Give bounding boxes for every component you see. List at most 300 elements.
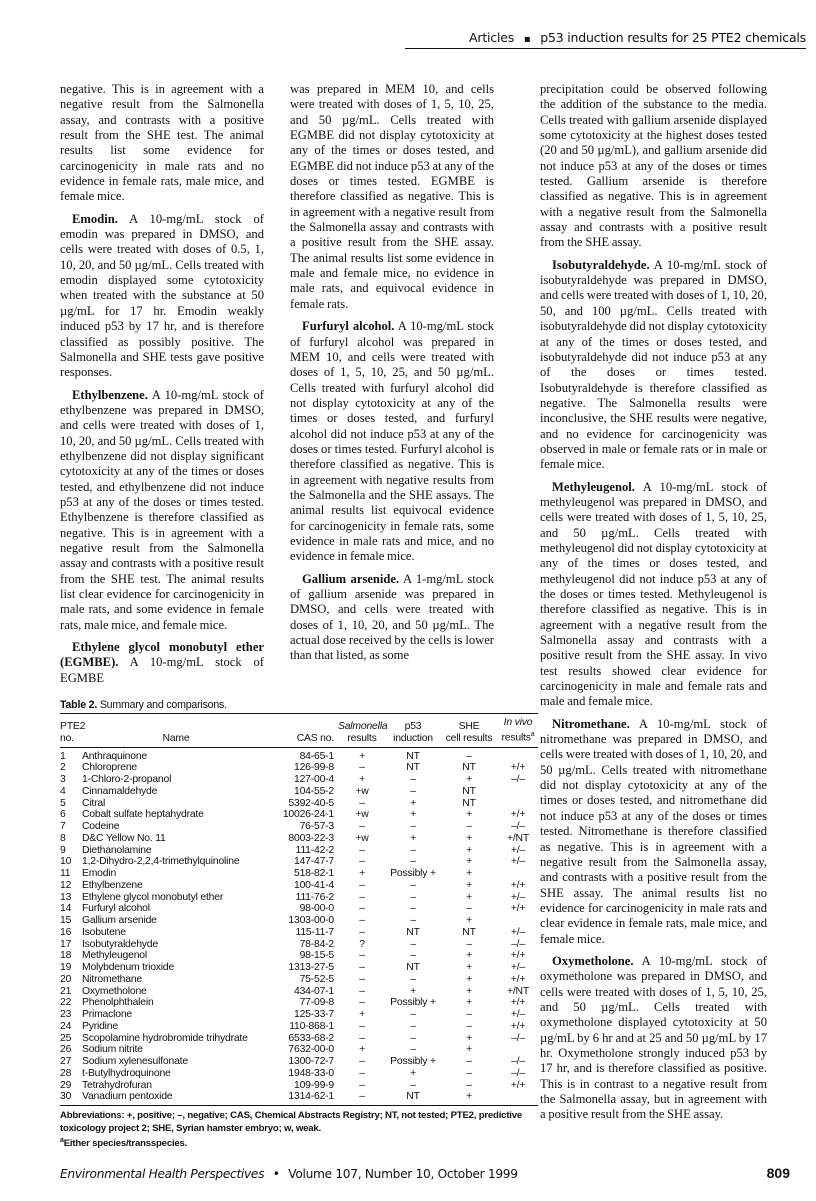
paragraph — [290, 82, 494, 312]
text-column-1 — [60, 82, 264, 693]
cell-cas: 127-00-4 — [294, 774, 334, 786]
left-region — [60, 82, 538, 1151]
cell-name: Ethylbenzene — [82, 879, 143, 891]
cell-name: Phenolphthalein — [82, 997, 154, 1009]
cell-cas: 1313-27-5 — [288, 962, 334, 974]
cell-she: + — [466, 844, 472, 856]
cell-invivo: –/– — [511, 774, 525, 786]
table-header-row — [60, 714, 538, 747]
cell-no: 2 — [60, 762, 66, 774]
cell-she: – — [466, 821, 472, 833]
cell-salmonella: – — [359, 1056, 365, 1068]
cell-salmonella: – — [359, 973, 365, 985]
cell-invivo: +/– — [510, 962, 526, 974]
cell-no: 10 — [60, 856, 72, 868]
cell-p53: + — [410, 809, 416, 821]
cell-invivo: –/– — [511, 821, 525, 833]
cell-salmonella: – — [359, 950, 365, 962]
cell-cas: 1314-62-1 — [288, 1091, 334, 1103]
cell-salmonella: – — [359, 915, 365, 927]
cell-she: – — [466, 1009, 472, 1021]
cell-p53: – — [410, 1079, 416, 1091]
paragraph-text: A 10-mg/mL stock of furfuryl alcohol was prepared in MEM 10, and cells were treated with doses of 1, 5, 10, 25, and 50 µg/mL. Cells treated with furfuryl alcohol did not display cytotoxicity at any of the times or doses tested, and furfuryl alcohol did not induce p53 at any of the doses or times tested. Furfuryl alcohol is therefore classified as negative. This is in agreement with negative results from the Salmonella and the SHE assays. The animal results list equivocal evidence for carcinogenicity in female rats, some evidence in male rats and mice, and no evidence in female mice. — [290, 319, 494, 564]
cell-she: + — [466, 856, 472, 868]
paragraph-heading: Oxymetholone. — [552, 953, 634, 968]
cell-she: + — [466, 891, 472, 903]
cell-name: Scopolamine hydrobromide trihydrate — [82, 1032, 248, 1044]
cell-p53: – — [410, 856, 416, 868]
cell-name: Emodin — [82, 868, 117, 880]
cell-salmonella: – — [359, 903, 365, 915]
cell-cas: 76-57-3 — [299, 821, 334, 833]
cell-salmonella: + — [359, 868, 365, 880]
col-header-name: Name — [82, 714, 270, 747]
cell-she: NT — [462, 762, 476, 774]
paragraph-text: A 10-mg/mL stock of emodin was prepared in DMSO, and cells were treated with doses of 0.5, 1, 10, 20, and 50 µg/mL. Cells treated with emodin displayed some cytotoxicity when treated with the substance at 50 µg/mL for 17 hr. Emodin weakly induced p53 by 17 hr, and is therefore classified as possibly positive. The Salmonella and SHE tests gave positive responses. — [60, 211, 264, 380]
cell-name: Primaclone — [82, 1009, 132, 1021]
cell-cas: 78-84-2 — [299, 938, 334, 950]
cell-she: + — [466, 809, 472, 821]
paragraph-heading: Isobutyraldehyde. — [552, 257, 650, 272]
cell-salmonella: – — [359, 1020, 365, 1032]
paragraph-text: A 10-mg/mL stock of oxymetholone was prepared in DMSO, and cells were treated with doses of 1, 5, 10, 25, and 50 µg/mL. Cells treated with oxymetholone displayed cytotoxicity at 50 µg/mL by 6 hr and at 25 and 50 µg/mL by 17 hr. Oxymetholone strongly induced p53 by 17 hr, and is therefore classified as positive. This is in contrast to a negative result from the Salmonella assay, but in agreement with a positive result from the SHE assay. — [540, 953, 767, 1122]
cell-name: Pyridine — [82, 1020, 118, 1032]
cell-invivo: +/+ — [510, 997, 526, 1009]
cell-p53: NT — [406, 762, 420, 774]
cell-she: NT — [462, 785, 476, 797]
cell-p53: – — [410, 1032, 416, 1044]
cell-salmonella: – — [359, 1091, 365, 1103]
cell-cas: 5392-40-5 — [288, 797, 334, 809]
cell-name: t-Butylhydroquinone — [82, 1067, 171, 1079]
table-row — [60, 786, 538, 798]
cell-p53: – — [410, 879, 416, 891]
paragraph — [540, 82, 767, 251]
paragraph — [60, 212, 264, 381]
page-number: 809 — [766, 1164, 790, 1181]
col-header-she: SHE cell results — [440, 714, 498, 747]
paragraph-text: precipitation could be observed following the addition of the substance to the media. Cells treated with gallium arsenide displayed some cytotoxicity at the highest doses tested (20 and 50 µg/mL), and gallium arsenide did not induce p53 at any of the doses or times tested. Gallium arsenide is therefore classified as negative. This is in agreement with a negative result from the Salmonella assay and contrasts with a positive result from the SHE assay. — [540, 82, 767, 250]
cell-she: + — [466, 1091, 472, 1103]
cell-salmonella: +w — [355, 832, 369, 844]
cell-invivo: +/+ — [510, 950, 526, 962]
header-separator: ▪ — [523, 34, 531, 45]
cell-salmonella: + — [359, 774, 365, 786]
cell-she: + — [466, 997, 472, 1009]
col-header-cas: CAS no. — [270, 714, 338, 747]
paragraph-text: A 10-mg/mL stock of nitromethane was prepared in DMSO, and cells were treated with doses of 1, 10, 20, and 50 µg/mL. Cells treated with nitromethane did not display cytotoxicity at any of the times or doses tested, and nitromethane did not induce p53 at any of the doses or times tested. Nitromethane is therefore classified as negative. This is in agreement with a negative result from the Salmonella assay, and contrasts with a positive result from the SHE assay. The animal results list no evidence for carcinogenicity in male rats and clear evidence in female rats, male mice, and female mice. — [540, 716, 767, 946]
cell-she: + — [466, 962, 472, 974]
cell-no: 24 — [60, 1020, 72, 1032]
page-footer — [0, 1151, 816, 1201]
cell-p53: – — [410, 950, 416, 962]
cell-she: – — [466, 1056, 472, 1068]
cell-no: 13 — [60, 891, 72, 903]
cell-invivo: +/+ — [510, 1020, 526, 1032]
table-row — [60, 962, 538, 974]
cell-salmonella: + — [359, 1044, 365, 1056]
cell-no: 12 — [60, 879, 72, 891]
table-row — [60, 1044, 538, 1056]
cell-no: 26 — [60, 1044, 72, 1056]
cell-no: 16 — [60, 926, 72, 938]
cell-no: 7 — [60, 821, 66, 833]
cell-no: 5 — [60, 797, 66, 809]
cell-p53: Possibly + — [390, 997, 436, 1009]
paragraph-heading: Gallium arsenide. — [302, 571, 400, 586]
journal-issue: Volume 107, Number 10, October 1999 — [288, 1166, 518, 1181]
cell-salmonella: – — [359, 1067, 365, 1079]
cell-no: 21 — [60, 985, 72, 997]
table-bottom-rule — [60, 1105, 538, 1106]
cell-invivo — [498, 1044, 538, 1056]
journal-footer — [60, 1167, 518, 1181]
cell-p53: – — [410, 774, 416, 786]
cell-cas: 104-55-2 — [294, 785, 334, 797]
table-row — [60, 1080, 538, 1092]
cell-cas: 77-09-8 — [299, 997, 334, 1009]
cell-invivo: +/– — [510, 926, 526, 938]
paragraph-text: A 10-mg/mL stock of methyleugenol was prepared in DMSO, and cells were treated with doses of 1, 5, 10, 25, and 50 µg/mL. Cells treated with methyleugenol did not display cytotoxicity at any of the times or doses tested, and methyleugenol did not induce p53 at any of the doses or times tested. Methyleugenol is therefore classified as negative. This is in agreement with a negative result from the Salmonella assay and contrasts with a positive result from the SHE assay. In vivo test results showed clear evidence for carcinogenicity in male and female rats and male and female mice. — [540, 479, 767, 709]
cell-no: 6 — [60, 809, 66, 821]
cell-name: Cinnamaldehyde — [82, 785, 158, 797]
table-row — [60, 1009, 538, 1021]
cell-invivo — [498, 1091, 538, 1105]
cell-name: Diethanolamine — [82, 844, 152, 856]
cell-cas: 518-82-1 — [294, 868, 334, 880]
cell-salmonella: – — [359, 879, 365, 891]
cell-p53: NT — [406, 750, 420, 762]
cell-salmonella: – — [359, 856, 365, 868]
cell-p53: – — [410, 938, 416, 950]
cell-name: Sodium nitrite — [82, 1044, 143, 1056]
cell-salmonella: – — [359, 997, 365, 1009]
summary-table — [60, 699, 538, 1151]
cell-no: 14 — [60, 903, 72, 915]
cell-she: + — [466, 985, 472, 997]
paragraph-heading: Nitromethane. — [552, 716, 630, 731]
paragraph-text: negative. This is in agreement with a negative result from the Salmonella assay, and contrasts with a positive result from the SHE test. The animal results list some evidence for carcinogenicity in male rats and no evidence in female rats, male mice, and female mice. — [60, 82, 264, 204]
cell-cas: 1300-72-7 — [288, 1056, 334, 1068]
journal-name: Environmental Health Perspectives — [60, 1166, 265, 1181]
cell-cas: 115-11-7 — [295, 926, 334, 938]
cell-salmonella: – — [359, 1032, 365, 1044]
cell-no: 18 — [60, 950, 72, 962]
cell-p53: + — [410, 985, 416, 997]
cell-p53: – — [410, 785, 416, 797]
cell-cas: 100-41-4 — [294, 879, 334, 891]
cell-invivo — [498, 798, 538, 810]
header-title: p53 induction results for 25 PTE2 chemicals — [540, 30, 806, 45]
cell-name: Furfuryl alcohol — [82, 903, 150, 915]
cell-p53: – — [410, 844, 416, 856]
cell-salmonella: – — [359, 762, 365, 774]
cell-invivo: –/– — [511, 1032, 525, 1044]
table-row — [60, 747, 538, 762]
cell-p53: – — [410, 1044, 416, 1056]
cell-no: 17 — [60, 938, 72, 950]
cell-no: 9 — [60, 844, 66, 856]
cell-invivo — [498, 868, 538, 880]
cell-cas: 98-15-5 — [299, 950, 334, 962]
col-header-invivo: In vivo results$^a$ — [498, 714, 538, 747]
cell-p53: – — [410, 1009, 416, 1021]
paragraph-text: A 10-mg/mL stock of ethylbenzene was prepared in DMSO, and cells were treated with doses of 1, 10, 20, and 50 µg/mL. Cells treated with ethylbenzene did not display significant cytotoxicity at any of the times or doses tested, and ethylbenzene did not induce p53 at any of the doses or times tested. Ethylbenzene is therefore classified as negative. This is in agreement with a negative result from the Salmonella assay and contrasts with a positive result from the SHE test. The animal results list clear evidence for carcinogenicity in male rats, and some evidence in female rats, male mice, and female mice. — [60, 387, 264, 632]
table-row — [60, 892, 538, 904]
cell-invivo: +/– — [510, 844, 526, 856]
col-header-salmonella: Salmonella results — [338, 714, 386, 747]
cell-no: 27 — [60, 1056, 72, 1068]
cell-salmonella: – — [359, 891, 365, 903]
cell-cas: 10026-24-1 — [282, 809, 334, 821]
cell-p53: Possibly + — [390, 1056, 436, 1068]
cell-name: 1,2-Dihydro-2,2,4-trimethylquinoline — [82, 856, 240, 868]
cell-p53: + — [410, 1067, 416, 1079]
table-row — [60, 833, 538, 845]
cell-p53: NT — [406, 962, 420, 974]
table-row — [60, 974, 538, 986]
table-row — [60, 927, 538, 939]
paragraph-text: A 1-mg/mL stock of gallium arsenide was prepared in DMSO, and cells were treated with doses of 1, 10, 20, and 50 µg/mL. The actual dose received by the cells is lower than that listed, as some — [290, 571, 494, 663]
cell-name: Sodium xylenesulfonate — [82, 1056, 188, 1068]
cell-no: 28 — [60, 1067, 72, 1079]
cell-she: + — [466, 1032, 472, 1044]
cell-no: 25 — [60, 1032, 72, 1044]
cell-cas: 111-76-2 — [295, 891, 334, 903]
cell-invivo: +/– — [510, 891, 526, 903]
cell-invivo: –/– — [511, 1056, 525, 1068]
left-columns — [60, 82, 494, 693]
cell-name: Citral — [82, 797, 106, 809]
cell-invivo: +/+ — [510, 762, 526, 774]
cell-invivo: +/+ — [510, 809, 526, 821]
cell-invivo: +/+ — [510, 1079, 526, 1091]
paragraph-heading: Ethylbenzene. — [72, 387, 148, 402]
table-row — [60, 1021, 538, 1033]
cell-salmonella: +w — [355, 785, 369, 797]
cell-salmonella: – — [359, 844, 365, 856]
cell-p53: – — [410, 915, 416, 927]
paragraph-heading: Methyleugenol. — [552, 479, 635, 494]
paragraph-text: was prepared in MEM 10, and cells were treated with doses of 1, 5, 10, 25, and 50 µg/mL. Cells treated with EGMBE did not display cytotoxicity at any of the times or doses tested, and EGMBE did not induce p53 at any of the doses or times tested. EGMBE is therefore classified as negative. This is in agreement with a negative result from the Salmonella assay and contrasts with a positive result from the SHE assay. The animal results list some evidence in male and female mice, no evidence in male rats, and equivocal evidence in female rats. — [290, 82, 494, 311]
paragraph — [540, 480, 767, 710]
paragraph — [540, 717, 767, 947]
table-row — [60, 762, 538, 774]
table-caption — [60, 699, 538, 714]
cell-cas: 110-868-1 — [289, 1020, 334, 1032]
cell-salmonella: – — [359, 985, 365, 997]
cell-p53: Possibly + — [390, 868, 436, 880]
cell-she: + — [466, 915, 472, 927]
cell-salmonella: + — [359, 750, 365, 762]
cell-cas: 8003-22-3 — [288, 832, 334, 844]
cell-p53: NT — [406, 926, 420, 938]
cell-name: Ethylene glycol monobutyl ether — [82, 891, 224, 903]
cell-name: Tetrahydrofuran — [82, 1079, 152, 1091]
cell-invivo: –/– — [511, 1067, 525, 1079]
cell-no: 8 — [60, 832, 66, 844]
cell-name: Isobutene — [82, 926, 126, 938]
cell-she: – — [466, 1079, 472, 1091]
table-row — [60, 868, 538, 880]
cell-invivo: +/+ — [510, 903, 526, 915]
cell-salmonella: – — [359, 962, 365, 974]
table-row — [60, 915, 538, 927]
cell-no: 11 — [60, 868, 71, 880]
table-row — [60, 903, 538, 915]
cell-salmonella: – — [359, 926, 365, 938]
cell-she: NT — [462, 797, 476, 809]
cell-invivo — [498, 747, 538, 762]
paragraph — [290, 572, 494, 664]
cell-name: Chloroprene — [82, 762, 137, 774]
cell-no: 30 — [60, 1091, 72, 1103]
paragraph — [540, 258, 767, 473]
cell-name: Cobalt sulfate heptahydrate — [82, 809, 204, 821]
footnote-abbreviations: Abbreviations: +, positive; –, negative; CAS, Chemical Abstracts Registry; NT, not tested; PTE2, predictive toxicology project 2; SHE, Syrian hamster embryo; w, weak. — [60, 1110, 523, 1134]
cell-invivo: –/– — [511, 938, 525, 950]
cell-cas: 434-07-1 — [294, 985, 334, 997]
cell-invivo — [498, 786, 538, 798]
cell-p53: – — [410, 891, 416, 903]
text-column-3 — [540, 82, 767, 1130]
cell-cas: 6533-68-2 — [288, 1032, 334, 1044]
cell-cas: 111-42-2 — [295, 844, 334, 856]
cell-she: + — [466, 774, 472, 786]
cell-she: – — [466, 1067, 472, 1079]
cell-she: – — [466, 1020, 472, 1032]
cell-p53: + — [410, 832, 416, 844]
cell-name: Codeine — [82, 821, 120, 833]
cell-p53: – — [410, 973, 416, 985]
table-row — [60, 1068, 538, 1080]
paragraph — [60, 82, 264, 205]
cell-she: NT — [462, 926, 476, 938]
table-row — [60, 986, 538, 998]
table-row — [60, 821, 538, 833]
table-row — [60, 997, 538, 1009]
paragraph-text: A 10-mg/mL stock of EGMBE — [60, 655, 264, 685]
cell-she: + — [466, 879, 472, 891]
cell-no: 20 — [60, 973, 72, 985]
cell-salmonella: + — [359, 1009, 365, 1021]
text-column-2 — [290, 82, 494, 693]
cell-she: – — [466, 938, 472, 950]
cell-she: + — [466, 868, 472, 880]
cell-name: Methyleugenol — [82, 950, 147, 962]
table-caption-text: Summary and comparisons. — [99, 699, 227, 712]
table-footnotes — [60, 1110, 538, 1151]
cell-name: D&C Yellow No. 11 — [82, 832, 166, 844]
cell-she: + — [466, 1044, 472, 1056]
paragraph-heading: Ethylene glycol monobutyl ether (EGMBE). — [60, 640, 264, 670]
col-header-p53: p53 induction — [386, 714, 440, 747]
cell-name: Anthraquinone — [82, 750, 147, 762]
cell-name: Isobutyraldehyde — [82, 938, 158, 950]
table-row — [60, 939, 538, 951]
cell-cas: 126-99-8 — [294, 762, 334, 774]
cell-cas: 1303-00-0 — [288, 915, 334, 927]
table-row — [60, 880, 538, 892]
col-header-no: PTE2 no. — [60, 714, 82, 747]
cell-invivo: +/– — [510, 1009, 526, 1021]
cell-name: Molybdenum trioxide — [82, 962, 175, 974]
page-body — [0, 49, 816, 1151]
table-row — [60, 809, 538, 821]
cell-she: – — [466, 903, 472, 915]
cell-invivo: +/NT — [506, 985, 529, 997]
cell-cas: 75-52-5 — [299, 973, 334, 985]
paragraph — [60, 388, 264, 634]
cell-salmonella: – — [359, 1079, 365, 1091]
cell-salmonella: ? — [359, 938, 365, 950]
paragraph — [60, 640, 264, 686]
cell-cas: 98-00-0 — [299, 903, 334, 915]
table-body — [60, 747, 538, 1105]
table-label: Table 2. — [60, 699, 98, 712]
cell-invivo: +/+ — [510, 879, 526, 891]
table-row — [60, 774, 538, 786]
cell-no: 22 — [60, 997, 72, 1009]
cell-invivo — [498, 915, 538, 927]
cell-p53: – — [410, 1020, 416, 1032]
cell-salmonella: +w — [355, 809, 369, 821]
paragraph-heading: Emodin. — [72, 211, 118, 226]
cell-no: 23 — [60, 1009, 72, 1021]
cell-name: 1-Chloro-2-propanol — [82, 774, 172, 786]
cell-cas: 84-65-1 — [299, 750, 334, 762]
footnote-a: $^a$Either species/transspecies. — [60, 1137, 188, 1150]
cell-p53: – — [410, 903, 416, 915]
cell-she: – — [466, 750, 472, 762]
cell-she: + — [466, 973, 472, 985]
cell-name: Nitromethane — [82, 973, 142, 985]
cell-no: 4 — [60, 785, 66, 797]
table-row — [60, 845, 538, 857]
cell-name: Gallium arsenide — [82, 915, 157, 927]
cell-name: Oxymetholone — [82, 985, 147, 997]
cell-p53: NT — [406, 1091, 420, 1103]
running-header — [405, 0, 806, 49]
cell-name: Vanadium pentoxide — [82, 1091, 173, 1103]
table-row — [60, 950, 538, 962]
cell-invivo: +/+ — [510, 973, 526, 985]
cell-no: 19 — [60, 962, 72, 974]
paragraph-heading: Furfuryl alcohol. — [302, 319, 395, 334]
table-row — [60, 798, 538, 810]
cell-invivo: +/NT — [506, 832, 529, 844]
cell-salmonella: – — [359, 797, 365, 809]
cell-cas: 125-33-7 — [294, 1009, 334, 1021]
cell-no: 3 — [60, 774, 66, 786]
table-row — [60, 856, 538, 868]
paragraph — [290, 319, 494, 565]
paragraph-text: A 10-mg/mL stock of isobutyraldehyde was prepared in DMSO, and cells were treated with doses of 1, 10, 20, 50, and 100 µg/mL. Cells treated with isobutyraldehyde did not display cytotoxicity at any of the times or doses tested, and isobutyraldehyde did not induce p53 at any of the doses or times tested. Isobutyraldehyde is therefore classified as negative. The Salmonella results were inconclusive, the SHE results were negative, and no evidence for carcinogenicity was observed in male or female rats or in male or female mice. — [540, 257, 767, 472]
cell-cas: 7632-00-0 — [288, 1044, 334, 1056]
table-row — [60, 1091, 538, 1105]
cell-salmonella: – — [359, 821, 365, 833]
cell-p53: + — [410, 797, 416, 809]
table-row — [60, 1033, 538, 1045]
cell-she: + — [466, 832, 472, 844]
cell-p53: – — [410, 821, 416, 833]
table-row — [60, 1056, 538, 1068]
cell-cas: 147-47-7 — [294, 856, 334, 868]
footer-separator: • — [272, 1166, 280, 1181]
paragraph — [540, 954, 767, 1123]
header-section: Articles — [469, 30, 515, 45]
cell-no: 29 — [60, 1079, 72, 1091]
